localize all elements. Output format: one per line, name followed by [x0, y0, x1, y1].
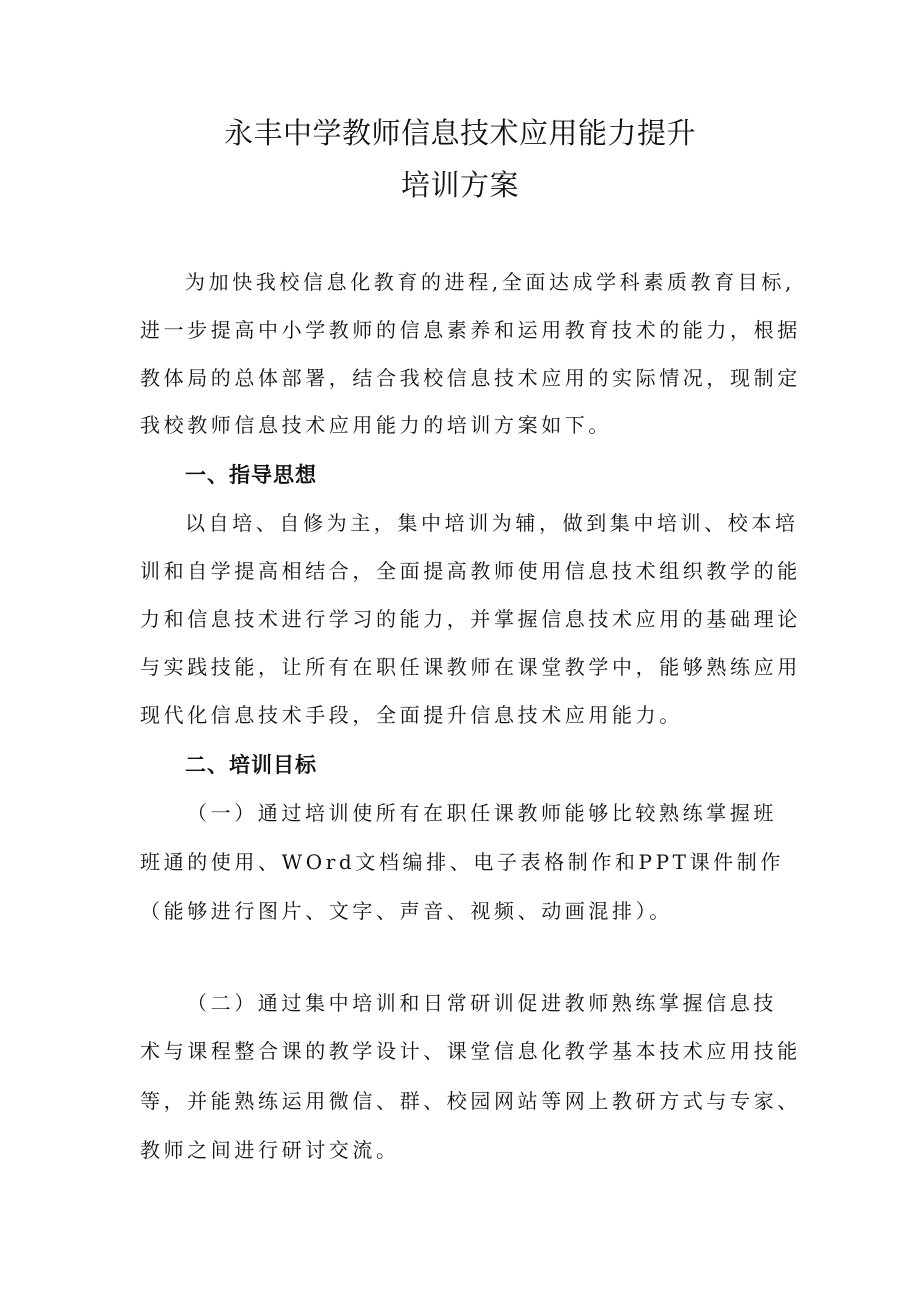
intro-line-4: 我校教师信息技术应用能力的培训方案如下。: [140, 413, 612, 437]
section1-line-3: 力和信息技术进行学习的能力，并掌握信息技术应用的基础理论: [140, 607, 801, 631]
intro-line-2: 进一步提高中小学教师的信息素养和运用教育技术的能力，根据: [140, 318, 801, 342]
goal2-line-4: 教师之间进行研讨交流。: [140, 1138, 400, 1162]
goal1-line-1: （一）通过培训使所有在职任课教师能够比较熟练掌握班: [187, 801, 777, 825]
intro-line-1: 为加快我校信息化教育的进程,全面达成学科素质教育目标,: [185, 270, 795, 294]
section1-line-2: 训和自学提高相结合，全面提高教师使用信息技术组织教学的能: [140, 559, 801, 583]
section-heading-training-goals: 二、培训目标: [185, 753, 317, 777]
goal2-line-3: 等，并能熟练运用微信、群、校园网站等网上教研方式与专家、: [140, 1089, 801, 1113]
goal2-line-1: （二）通过集中培训和日常研训促进教师熟练掌握信息技: [187, 991, 777, 1015]
document-title-line-1: 永丰中学教师信息技术应用能力提升: [223, 116, 696, 150]
document-title-line-2: 培训方案: [400, 168, 519, 202]
intro-line-3: 教体局的总体部署，结合我校信息技术应用的实际情况，现制定: [140, 366, 801, 390]
goal1-line-2: 班通的使用、WOrd文档编排、电子表格制作和PPT课件制作: [140, 850, 784, 874]
section1-line-1: 以自培、自修为主，集中培训为辅，做到集中培训、校本培: [185, 511, 799, 535]
section1-line-4: 与实践技能，让所有在职任课教师在课堂教学中，能够熟练应用: [140, 655, 801, 679]
goal1-line-3: （能够进行图片、文字、声音、视频、动画混排）。: [140, 899, 673, 923]
section1-line-5: 现代化信息技术手段，全面提升信息技术应用能力。: [140, 703, 683, 727]
section-heading-guiding-ideology: 一、指导思想: [185, 463, 317, 487]
goal2-line-2: 术与课程整合课的教学设计、课堂信息化教学基本技术应用技能: [140, 1039, 801, 1063]
